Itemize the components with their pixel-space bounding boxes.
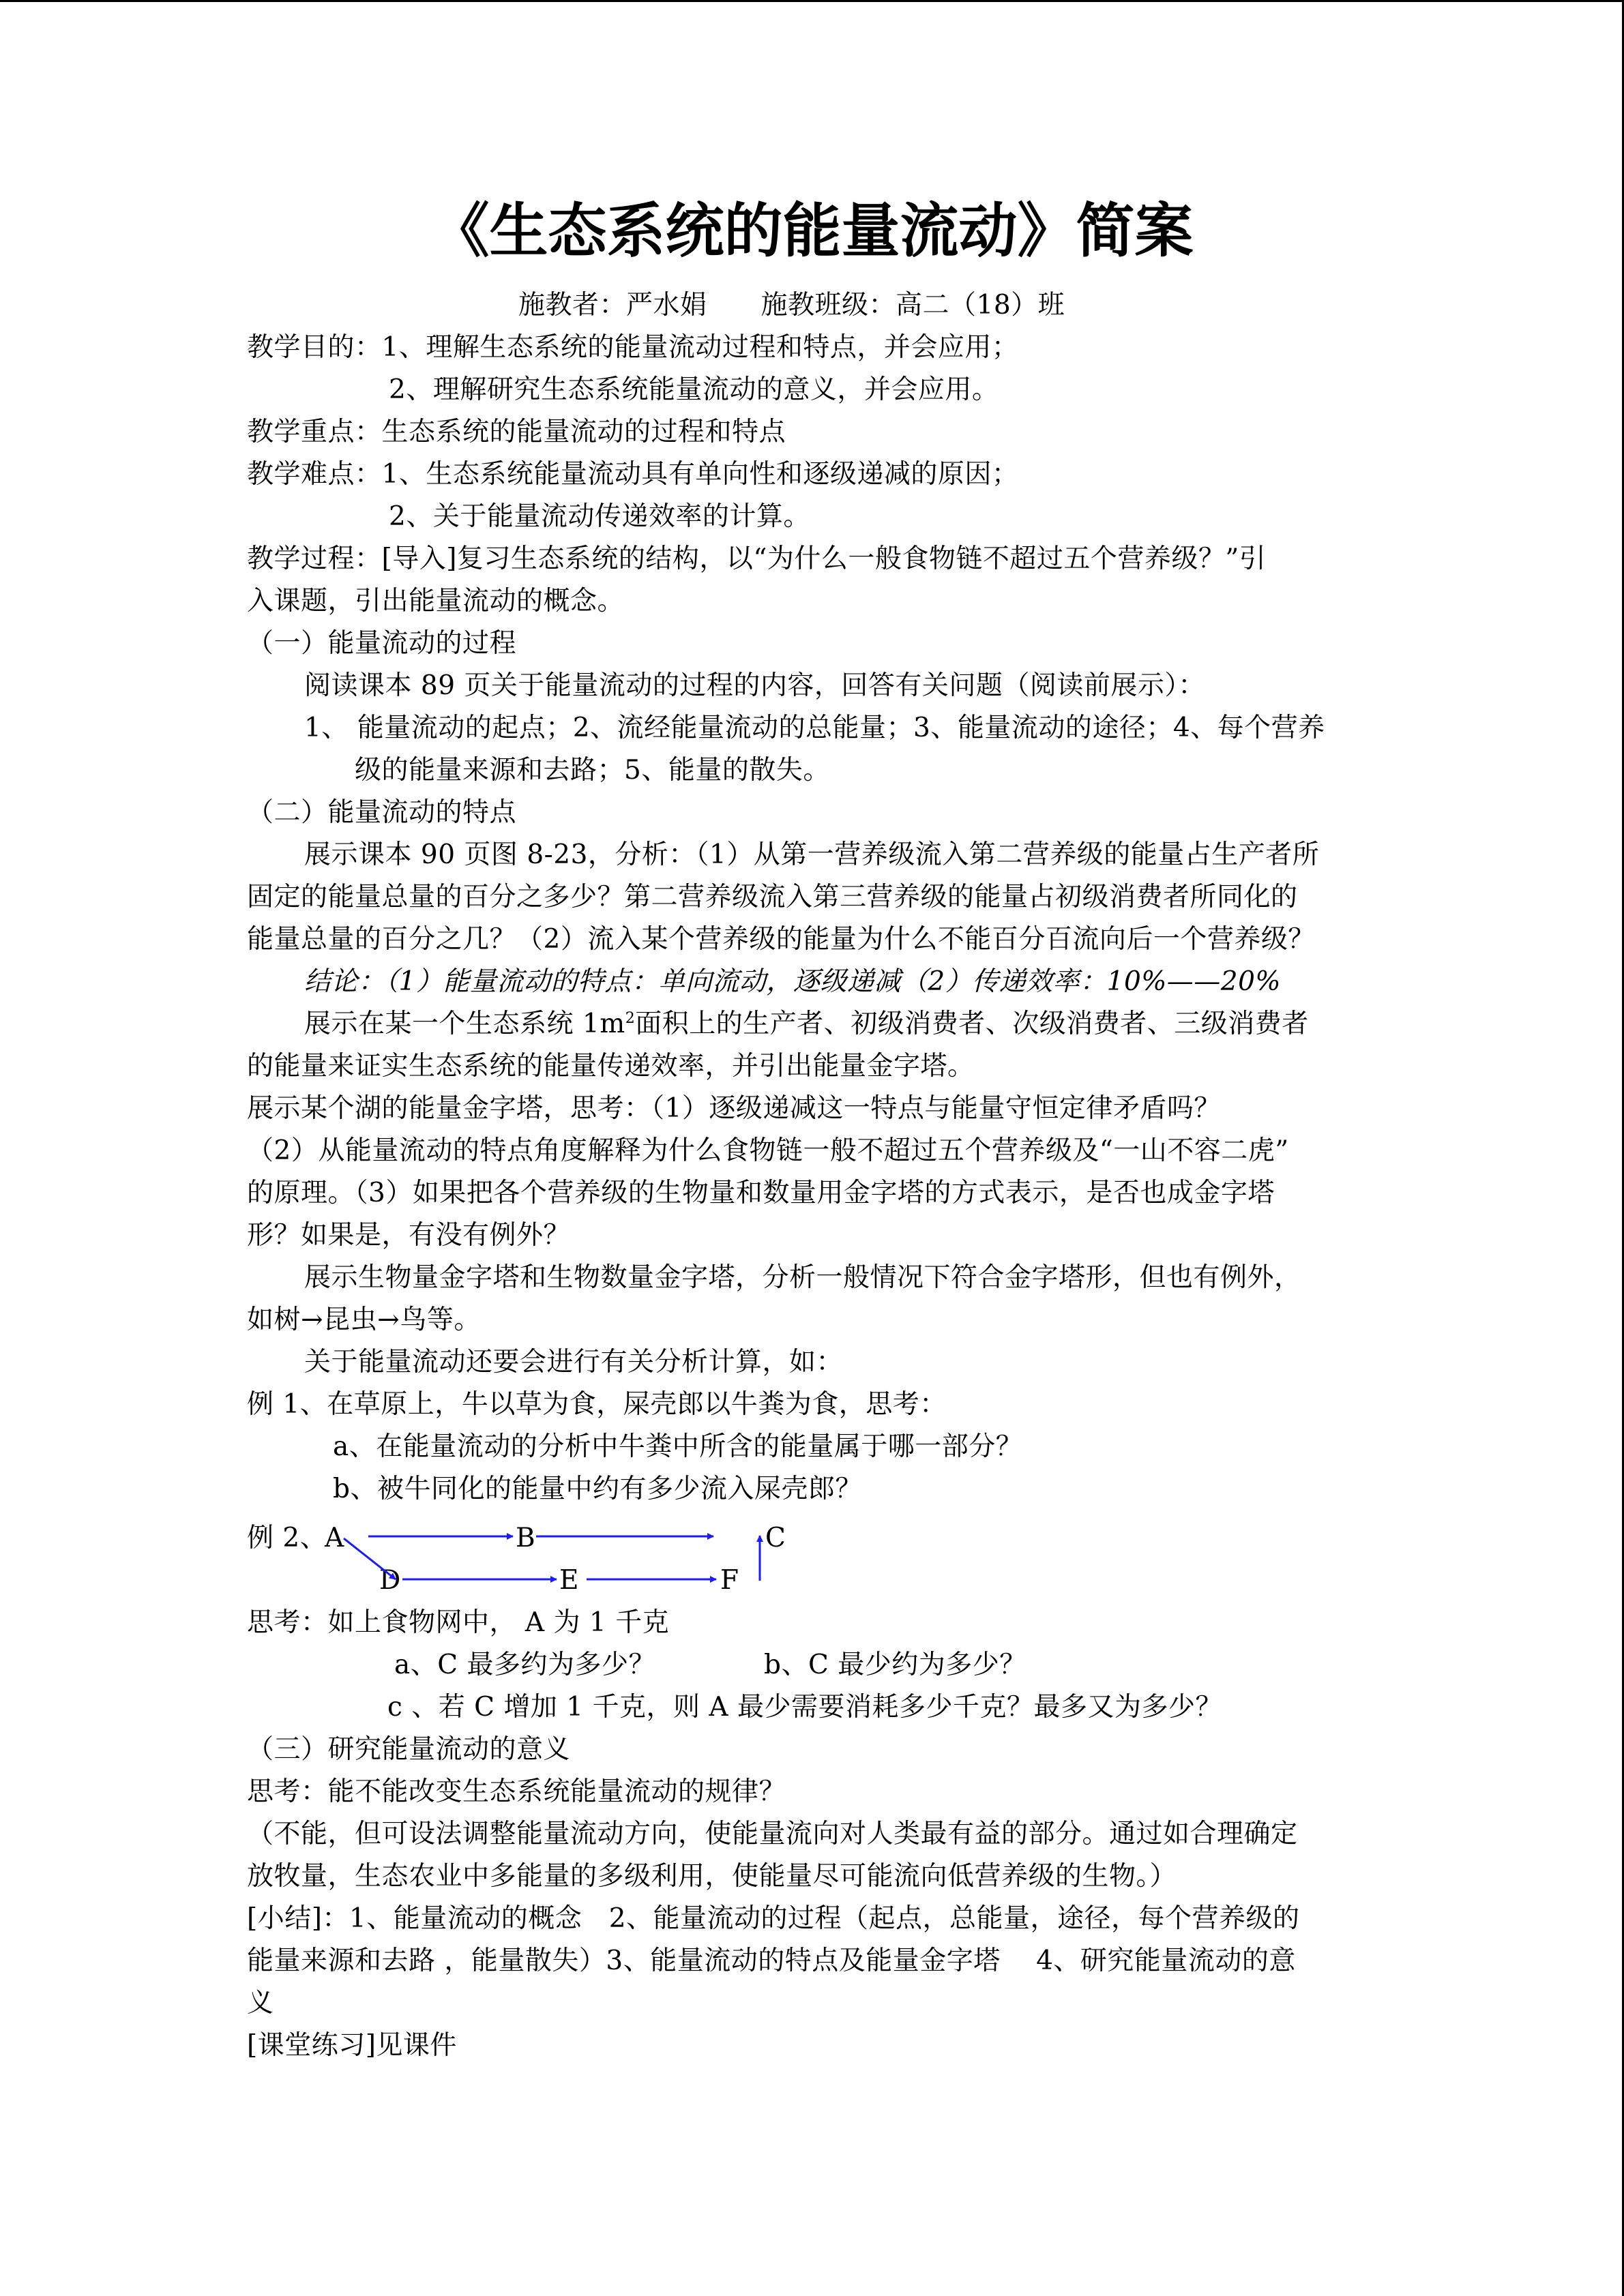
teacher-info: 施教者：严水娟 施教班级：高二（18）班 xyxy=(518,290,1065,320)
example1-question-b: b、被牛同化的能量中约有多少流入屎壳郎？ xyxy=(333,1474,862,1504)
objectives-line-1: 教学目的：1、理解生态系统的能量流动过程和特点，并会应用； xyxy=(247,332,1019,363)
section2-p1-line-2: 固定的能量总量的百分之多少？第二营养级流入第三营养级的能量占初级消费者所同化的 xyxy=(247,882,1298,912)
difficulty-line-1: 教学难点：1、生态系统能量流动具有单向性和逐级递减的原因； xyxy=(247,459,1019,490)
section3-heading: （三）研究能量流动的意义 xyxy=(247,1734,571,1765)
example1-stem: 例 1、在草原上，牛以草为食，屎壳郎以牛粪为食，思考： xyxy=(247,1389,947,1420)
section2-p2-line-1 xyxy=(304,1011,1309,1037)
key-point: 教学重点：生态系统的能量流动的过程和特点 xyxy=(247,417,786,447)
section1-paragraph-1: 阅读课本 89 页关于能量流动的过程的内容，回答有关问题（阅读前展示）： xyxy=(304,670,1205,701)
conclusion: 结论：（1）能量流动的特点：单向流动，逐级递减（2）传递效率：10%——20% xyxy=(304,966,1281,997)
example2-question-b: b、C 最少约为多少？ xyxy=(764,1650,1027,1680)
section3-answer-line-2: 放牧量，生态农业中多能量的多级利用，使能量尽可能流向低营养级的生物。） xyxy=(247,1861,1177,1892)
node-b: B xyxy=(516,1523,535,1553)
section2-p4-line-1: 展示生物量金字塔和生物数量金字塔，分析一般情况下符合金字塔形，但也有例外， xyxy=(304,1262,1301,1293)
objectives-line-2: 2、理解研究生态系统能量流动的意义，并会应用。 xyxy=(389,374,999,405)
section2-p2-text-b: 面积上的生产者、初级消费者、次级消费者、三级消费者 xyxy=(635,1009,1309,1039)
section2-p1-line-3: 能量总量的百分之几？（2）流入某个营养级的能量为什么不能百分百流向后一个营养级？ xyxy=(247,924,1315,955)
superscript: 2 xyxy=(625,1010,636,1027)
section1-list-line-1: 1、 能量流动的起点；2、流经能量流动的总能量；3、能量流动的途径；4、每个营养 xyxy=(304,713,1325,743)
section2-p3-line-3: 的原理。（3）如果把各个营养级的生物量和数量用金字塔的方式表示，是否也成金字塔 xyxy=(247,1178,1275,1208)
example2-prefix: 例 2、 xyxy=(247,1523,327,1553)
process-line-1: 教学过程：[导入]复习生态系统的结构，以“为什么一般食物链不超过五个营养级？”引 xyxy=(247,543,1267,574)
section2-p3-line-4: 形？如果是，有没有例外？ xyxy=(247,1220,571,1251)
class-exercise: [课堂练习]见课件 xyxy=(247,2030,457,2061)
section3-answer-line-1: （不能，但可设法调整能量流动方向，使能量流向对人类最有益的部分。通过如合理确定 xyxy=(247,1819,1298,1849)
page-title: 《生态系统的能量流动》简案 xyxy=(430,196,1194,265)
node-f: F xyxy=(720,1565,739,1596)
section2-p4-line-2: 如树→昆虫→鸟等。 xyxy=(247,1304,481,1335)
section2-p3-line-2: （2）从能量流动的特点角度解释为什么食物链一般不超过五个营养级及“一山不容二虎” xyxy=(247,1135,1289,1166)
process-line-2: 入课题，引出能量流动的概念。 xyxy=(247,586,625,616)
section2-p1-line-1: 展示课本 90 页图 8-23，分析：（1）从第一营养级流入第二营养级的能量占生产者所 xyxy=(304,839,1320,870)
section1-heading: （一）能量流动的过程 xyxy=(247,628,517,659)
example1-question-a: a、在能量流动的分析中牛粪中所含的能量属于哪一部分？ xyxy=(333,1431,1023,1462)
difficulty-line-2: 2、关于能量流动传递效率的计算。 xyxy=(389,501,810,532)
node-a: A xyxy=(325,1523,344,1553)
example2-question-a: a、C 最多约为多少？ xyxy=(394,1650,655,1680)
node-c: C xyxy=(765,1523,786,1553)
summary-line-1: [小结]：1、能量流动的概念 2、能量流动的过程（起点，总能量，途径，每个营养级的 xyxy=(247,1903,1300,1934)
node-d: D xyxy=(379,1565,401,1596)
section2-p2-line-2: 的能量来证实生态系统的能量传递效率，并引出能量金字塔。 xyxy=(247,1051,975,1082)
section2-p5: 关于能量流动还要会进行有关分析计算，如： xyxy=(304,1347,844,1377)
section3-think: 思考：能不能改变生态系统能量流动的规律？ xyxy=(247,1776,786,1807)
example2-think: 思考：如上食物网中， A 为 1 千克 xyxy=(247,1607,670,1638)
section2-heading: （二）能量流动的特点 xyxy=(247,797,517,828)
example2-question-c: c 、若 C 增加 1 千克，则 A 最少需要消耗多少千克？最多又为多少？ xyxy=(387,1692,1222,1723)
section1-list-line-2: 级的能量来源和去路；5、能量的散失。 xyxy=(355,755,830,786)
section2-p2-text-a: 展示在某一个生态系统 1m xyxy=(304,1009,625,1039)
node-e: E xyxy=(559,1565,579,1596)
summary-line-2: 能量来源和去路 ，能量散失）3、能量流动的特点及能量金字塔 4、研究能量流动的意 xyxy=(247,1945,1296,1976)
section2-p3-line-1: 展示某个湖的能量金字塔，思考：（1）逐级递减这一特点与能量守恒定律矛盾吗？ xyxy=(247,1093,1221,1124)
summary-line-3: 义 xyxy=(247,1988,274,2018)
